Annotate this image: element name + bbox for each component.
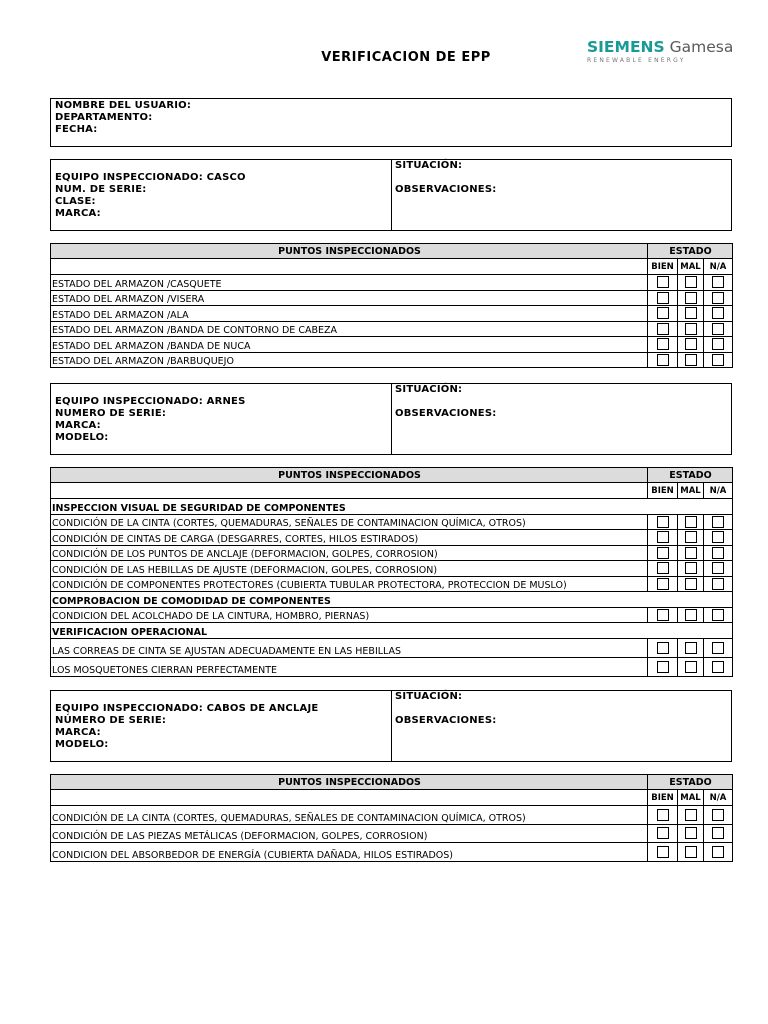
blank-cell xyxy=(51,790,648,806)
model-field[interactable]: MODELO: xyxy=(55,432,109,443)
ok-header: BIEN xyxy=(648,259,678,275)
page-title: VERIFICACION DE EPP xyxy=(321,50,491,65)
inspection-item: CONDICIÓN DE LAS PIEZAS METÁLICAS (DEFORMACION, GOLPES, CORROSION) xyxy=(51,824,648,843)
bad-checkbox[interactable] xyxy=(685,642,697,654)
na-checkbox[interactable] xyxy=(712,642,724,654)
ok-checkbox[interactable] xyxy=(657,516,669,528)
na-checkbox[interactable] xyxy=(712,609,724,621)
ok-checkbox[interactable] xyxy=(657,292,669,304)
bad-checkbox[interactable] xyxy=(685,827,697,839)
bad-checkbox[interactable] xyxy=(685,609,697,621)
situation-field[interactable]: SITUACIÓN: xyxy=(395,384,463,395)
points-header: PUNTOS INSPECCIONADOS xyxy=(51,244,648,259)
ok-checkbox[interactable] xyxy=(657,809,669,821)
na-checkbox[interactable] xyxy=(712,578,724,590)
bad-checkbox[interactable] xyxy=(685,661,697,673)
ok-checkbox[interactable] xyxy=(657,276,669,288)
observations-field[interactable]: OBSERVACIONES: xyxy=(395,184,497,195)
inspection-item: CONDICIÓN DE CINTAS DE CARGA (DESGARRES, CORTES, HILOS ESTIRADOS) xyxy=(51,530,648,546)
na-header: N/A xyxy=(704,790,733,806)
serial-field[interactable]: NÚMERO DE SERIE: xyxy=(55,715,167,726)
section-header: COMPROBACION DE COMODIDAD DE COMPONENTES xyxy=(51,592,733,608)
ok-header: BIEN xyxy=(648,483,678,499)
logo-brand: SIEMENS xyxy=(587,38,665,56)
user-name-field[interactable]: NOMBRE DEL USUARIO: xyxy=(55,100,192,111)
inspection-item: CONDICIÓN DE LA CINTA (CORTES, QUEMADURAS, SEÑALES DE CONTAMINACION QUÍMICA, OTROS) xyxy=(51,514,648,530)
inspection-item: LAS CORREAS DE CINTA SE AJUSTAN ADECUADAMENTE EN LAS HEBILLAS xyxy=(51,638,648,657)
brand-field[interactable]: MARCA: xyxy=(55,208,101,219)
observations-field[interactable]: OBSERVACIONES: xyxy=(395,408,497,419)
department-field[interactable]: DEPARTAMENTO: xyxy=(55,112,153,123)
equipment-label: EQUIPO INSPECCIONADO: ARNES xyxy=(55,396,246,407)
user-info-box xyxy=(50,98,732,147)
na-header: N/A xyxy=(704,483,733,499)
bad-checkbox[interactable] xyxy=(685,292,697,304)
inspection-item: ESTADO DEL ARMAZON /BARBUQUEJO xyxy=(51,352,648,368)
bad-checkbox[interactable] xyxy=(685,547,697,559)
ok-checkbox[interactable] xyxy=(657,307,669,319)
inspection-item: CONDICIÓN DE COMPONENTES PROTECTORES (CUBIERTA TUBULAR PROTECTORA, PROTECCION DE MUSLO) xyxy=(51,576,648,592)
casco-inspection-table xyxy=(50,243,733,368)
bad-checkbox[interactable] xyxy=(685,276,697,288)
na-checkbox[interactable] xyxy=(712,323,724,335)
ok-checkbox[interactable] xyxy=(657,323,669,335)
logo-tagline: RENEWABLE ENERGY xyxy=(587,57,686,64)
ok-checkbox[interactable] xyxy=(657,338,669,350)
na-header: N/A xyxy=(704,259,733,275)
ok-checkbox[interactable] xyxy=(657,609,669,621)
na-checkbox[interactable] xyxy=(712,307,724,319)
status-header: ESTADO xyxy=(648,244,733,259)
bad-checkbox[interactable] xyxy=(685,307,697,319)
ok-checkbox[interactable] xyxy=(657,846,669,858)
cabos-inspection-table xyxy=(50,774,733,862)
section-header: INSPECCION VISUAL DE SEGURIDAD DE COMPONENTES xyxy=(51,499,733,515)
na-checkbox[interactable] xyxy=(712,661,724,673)
bad-checkbox[interactable] xyxy=(685,846,697,858)
bad-checkbox[interactable] xyxy=(685,562,697,574)
situation-field[interactable]: SITUACIÓN: xyxy=(395,691,463,702)
equipment-box-arnes xyxy=(50,383,732,455)
arnes-inspection-table xyxy=(50,467,733,677)
inspection-item: CONDICIÓN DE LA CINTA (CORTES, QUEMADURAS, SEÑALES DE CONTAMINACION QUÍMICA, OTROS) xyxy=(51,806,648,825)
ok-checkbox[interactable] xyxy=(657,578,669,590)
blank-cell xyxy=(51,259,648,275)
logo-brand2: Gamesa xyxy=(669,38,734,56)
ok-checkbox[interactable] xyxy=(657,547,669,559)
inspection-item: ESTADO DEL ARMAZON /BANDA DE CONTORNO DE CABEZA xyxy=(51,321,648,337)
inspection-item: LOS MOSQUETONES CIERRAN PERFECTAMENTE xyxy=(51,657,648,676)
brand-field[interactable]: MARCA: xyxy=(55,420,101,431)
inspection-item: CONDICION DEL ABSORBEDOR DE ENERGÍA (CUBIERTA DAÑADA, HILOS ESTIRADOS) xyxy=(51,843,648,862)
inspection-item: ESTADO DEL ARMAZON /ALA xyxy=(51,306,648,322)
inspection-item: CONDICIÓN DE LAS HEBILLAS DE AJUSTE (DEFORMACION, GOLPES, CORROSION) xyxy=(51,561,648,577)
equipment-label: EQUIPO INSPECCIONADO: CABOS DE ANCLAJE xyxy=(55,703,319,714)
bad-header: MAL xyxy=(678,483,704,499)
blank-cell xyxy=(51,483,648,499)
serial-field[interactable]: NUMERO DE SERIE: xyxy=(55,408,167,419)
equipment-box-cabos xyxy=(50,690,732,762)
bad-checkbox[interactable] xyxy=(685,516,697,528)
status-header: ESTADO xyxy=(648,775,733,790)
equipment-label: EQUIPO INSPECCIONADO: CASCO xyxy=(55,172,246,183)
ok-checkbox[interactable] xyxy=(657,642,669,654)
situation-field[interactable]: SITUACIÓN: xyxy=(395,160,463,171)
ok-checkbox[interactable] xyxy=(657,562,669,574)
bad-checkbox[interactable] xyxy=(685,531,697,543)
inspection-item: ESTADO DEL ARMAZON /BANDA DE NUCA xyxy=(51,337,648,353)
equipment-box-casco xyxy=(50,159,732,231)
ok-checkbox[interactable] xyxy=(657,531,669,543)
bad-checkbox[interactable] xyxy=(685,809,697,821)
points-header: PUNTOS INSPECCIONADOS xyxy=(51,468,648,483)
bad-checkbox[interactable] xyxy=(685,578,697,590)
bad-checkbox[interactable] xyxy=(685,338,697,350)
bad-checkbox[interactable] xyxy=(685,323,697,335)
points-header: PUNTOS INSPECCIONADOS xyxy=(51,775,648,790)
bad-header: MAL xyxy=(678,790,704,806)
ok-header: BIEN xyxy=(648,790,678,806)
ok-checkbox[interactable] xyxy=(657,354,669,366)
bad-checkbox[interactable] xyxy=(685,354,697,366)
na-checkbox[interactable] xyxy=(712,827,724,839)
na-checkbox[interactable] xyxy=(712,562,724,574)
inspection-item: ESTADO DEL ARMAZON /CASQUETE xyxy=(51,275,648,291)
class-field[interactable]: CLASE: xyxy=(55,196,96,207)
inspection-item: CONDICION DEL ACOLCHADO DE LA CINTURA, HOMBRO, PIERNAS) xyxy=(51,607,648,623)
section-header: VERIFICACION OPERACIONAL xyxy=(51,623,733,639)
na-checkbox[interactable] xyxy=(712,276,724,288)
status-header: ESTADO xyxy=(648,468,733,483)
na-checkbox[interactable] xyxy=(712,531,724,543)
na-checkbox[interactable] xyxy=(712,547,724,559)
na-checkbox[interactable] xyxy=(712,338,724,350)
serial-field[interactable]: NUM. DE SERIE: xyxy=(55,184,147,195)
brand-field[interactable]: MARCA: xyxy=(55,727,101,738)
na-checkbox[interactable] xyxy=(712,809,724,821)
date-field[interactable]: FECHA: xyxy=(55,124,98,135)
bad-header: MAL xyxy=(678,259,704,275)
company-logo xyxy=(587,38,734,64)
na-checkbox[interactable] xyxy=(712,846,724,858)
model-field[interactable]: MODELO: xyxy=(55,739,109,750)
ok-checkbox[interactable] xyxy=(657,661,669,673)
na-checkbox[interactable] xyxy=(712,354,724,366)
observations-field[interactable]: OBSERVACIONES: xyxy=(395,715,497,726)
ok-checkbox[interactable] xyxy=(657,827,669,839)
na-checkbox[interactable] xyxy=(712,292,724,304)
inspection-item: ESTADO DEL ARMAZON /VISERA xyxy=(51,290,648,306)
inspection-item: CONDICIÓN DE LOS PUNTOS DE ANCLAJE (DEFORMACION, GOLPES, CORROSION) xyxy=(51,545,648,561)
na-checkbox[interactable] xyxy=(712,516,724,528)
